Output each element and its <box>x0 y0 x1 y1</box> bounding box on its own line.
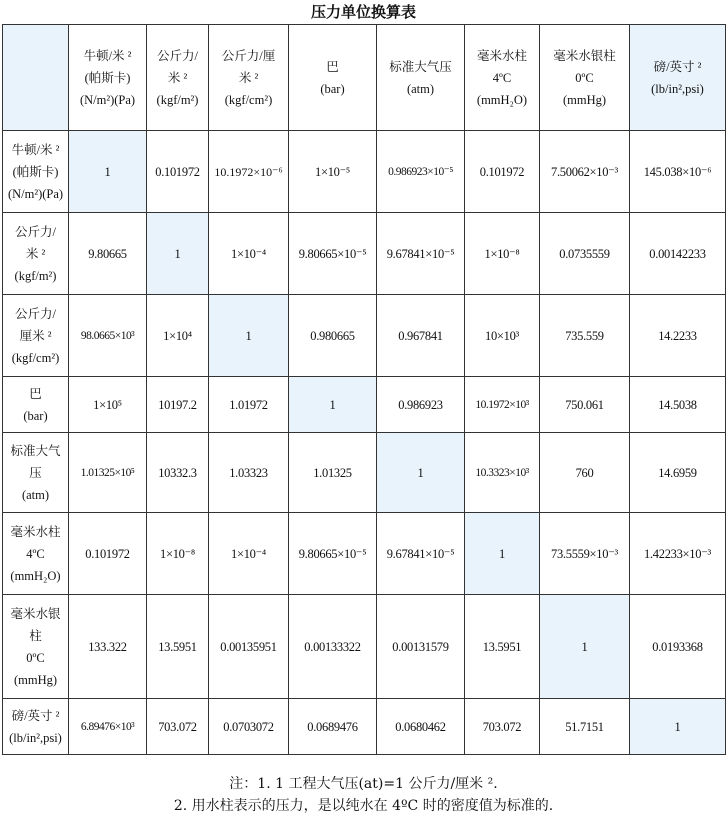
table-cell: 735.559 <box>540 295 630 377</box>
row-header-psi: 磅/英寸 ² (lb/in²,psi) <box>3 699 69 755</box>
table-cell: 133.322 <box>69 595 147 699</box>
table-row <box>3 513 726 595</box>
col-header-bar: 巴 (bar) <box>289 25 377 131</box>
table-cell: 1×10⁻⁵ <box>289 131 377 213</box>
footnote-2: 2. 用水柱表示的压力，是以纯水在 4ºC 时的密度值为标准的. <box>173 798 554 814</box>
table-row <box>3 595 726 699</box>
table-cell: 1 <box>540 595 630 699</box>
col-header-kgf-cm2: 公斤力/厘 米 ² (kgf/cm²) <box>209 25 289 131</box>
row-header-bar: 巴 (bar) <box>3 377 69 433</box>
table-cell: 1.03323 <box>209 433 289 513</box>
table-cell: 0.0680462 <box>377 699 465 755</box>
table-cell: 1.01972 <box>209 377 289 433</box>
table-cell: 10.1972×10³ <box>465 377 540 433</box>
col-header-mmhg: 毫米水银柱 0ºC (mmHg) <box>540 25 630 131</box>
table-cell: 14.6959 <box>630 433 726 513</box>
table-cell: 145.038×10⁻⁶ <box>630 131 726 213</box>
col-header-pa: 牛顿/米 ² (帕斯卡) (N/m²)(Pa) <box>69 25 147 131</box>
row-header-mmhg: 毫米水银 柱 0ºC (mmHg) <box>3 595 69 699</box>
table-row <box>3 213 726 295</box>
table-cell: 0.986923×10⁻⁵ <box>377 131 465 213</box>
table-cell: 0.101972 <box>465 131 540 213</box>
col-header-kgf-m2: 公斤力/ 米 ² (kgf/m²) <box>147 25 209 131</box>
table-row <box>3 131 726 213</box>
table-cell: 1 <box>289 377 377 433</box>
row-header-mmh2o: 毫米水柱 4ºC (mmH₂O) <box>3 513 69 595</box>
col-header-mmh2o: 毫米水柱 4ºC (mmH₂O) <box>465 25 540 131</box>
table-row <box>3 433 726 513</box>
table-cell: 0.0193368 <box>630 595 726 699</box>
table-cell: 0.0689476 <box>289 699 377 755</box>
table-cell: 9.80665×10⁻⁵ <box>289 213 377 295</box>
row-header-kgf-cm2: 公斤力/ 厘米 ² (kgf/cm²) <box>3 295 69 377</box>
table-cell: 703.072 <box>147 699 209 755</box>
row-header-pa: 牛顿/米 ² (帕斯卡) (N/m²)(Pa) <box>3 131 69 213</box>
table-cell: 1.42233×10⁻³ <box>630 513 726 595</box>
table-cell: 760 <box>540 433 630 513</box>
table-cell: 0.980665 <box>289 295 377 377</box>
table-cell: 7.50062×10⁻³ <box>540 131 630 213</box>
table-cell: 98.0665×10³ <box>69 295 147 377</box>
table-cell: 10×10³ <box>465 295 540 377</box>
table-cell: 0.101972 <box>147 131 209 213</box>
table-cell: 1.01325 <box>289 433 377 513</box>
table-row <box>3 295 726 377</box>
table-cell: 0.00131579 <box>377 595 465 699</box>
table-cell: 0.0735559 <box>540 213 630 295</box>
table-cell: 0.101972 <box>69 513 147 595</box>
table-cell: 1×10⁴ <box>147 295 209 377</box>
footnote-1: 注：1. 1 工程大气压(at)=1 公斤力/厘米 ². <box>229 776 498 792</box>
table-cell: 14.2233 <box>630 295 726 377</box>
table-cell: 13.5951 <box>147 595 209 699</box>
table-cell: 1×10⁻⁸ <box>465 213 540 295</box>
row-header-atm: 标准大气 压 (atm) <box>3 433 69 513</box>
header-row <box>3 25 726 131</box>
page-title: 压力单位换算表 <box>310 3 416 21</box>
table-cell: 6.89476×10³ <box>69 699 147 755</box>
table-cell: 10197.2 <box>147 377 209 433</box>
table-cell: 9.80665 <box>69 213 147 295</box>
table-cell: 1 <box>377 433 465 513</box>
table-cell: 0.00133322 <box>289 595 377 699</box>
table-cell: 9.67841×10⁻⁵ <box>377 513 465 595</box>
table-cell: 10332.3 <box>147 433 209 513</box>
table-cell: 73.5559×10⁻³ <box>540 513 630 595</box>
col-header-psi: 磅/英寸 ² (lb/in²,psi) <box>630 25 726 131</box>
table-cell: 0.986923 <box>377 377 465 433</box>
row-header-kgf-m2: 公斤力/ 米 ² (kgf/m²) <box>3 213 69 295</box>
table-cell: 13.5951 <box>465 595 540 699</box>
table-cell: 1×10⁻⁴ <box>209 213 289 295</box>
table-cell: 0.0703072 <box>209 699 289 755</box>
table-cell: 1×10⁻⁸ <box>147 513 209 595</box>
table-cell: 9.67841×10⁻⁵ <box>377 213 465 295</box>
table-cell: 1 <box>147 213 209 295</box>
corner-cell <box>3 25 69 131</box>
table-cell: 0.967841 <box>377 295 465 377</box>
table-cell: 10.3323×10³ <box>465 433 540 513</box>
table-cell: 10.1972×10⁻⁶ <box>209 131 289 213</box>
table-cell: 1.01325×10⁵ <box>69 433 147 513</box>
table-cell: 0.00142233 <box>630 213 726 295</box>
table-cell: 0.00135951 <box>209 595 289 699</box>
table-row <box>3 699 726 755</box>
table-cell: 1 <box>209 295 289 377</box>
table-cell: 1×10⁵ <box>69 377 147 433</box>
table-cell: 1 <box>465 513 540 595</box>
table-cell: 703.072 <box>465 699 540 755</box>
table-cell: 1×10⁻⁴ <box>209 513 289 595</box>
table-cell: 1 <box>69 131 147 213</box>
table-cell: 9.80665×10⁻⁵ <box>289 513 377 595</box>
table-row <box>3 377 726 433</box>
table-cell: 1 <box>630 699 726 755</box>
table-cell: 750.061 <box>540 377 630 433</box>
table-cell: 51.7151 <box>540 699 630 755</box>
col-header-atm: 标准大气压 (atm) <box>377 25 465 131</box>
pressure-conversion-table <box>2 24 726 755</box>
table-cell: 14.5038 <box>630 377 726 433</box>
